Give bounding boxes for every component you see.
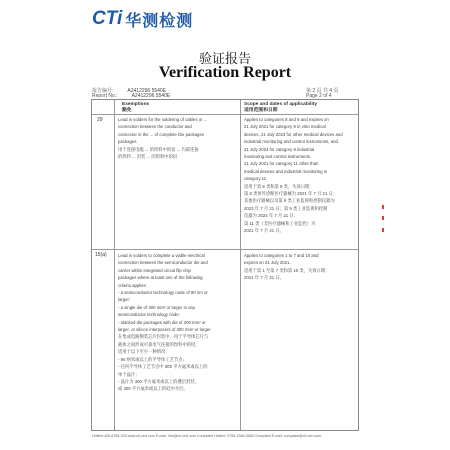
title-english: Verification Report: [158, 64, 292, 81]
exemption-cell: Lead in solders for the soldering of cables or ... connection between the conductor and connector in the ... of complete Die packages packages. 用于连接电缆 ... 的焊料中的铅 ... 内部连接 的焊料 ... 封装 ... 的焊料中的铅: [118, 117, 208, 160]
header-scope: Scope and dates of applicability 适用范围和日期: [244, 102, 318, 113]
margin-mark: [382, 228, 384, 232]
margin-mark: [382, 216, 384, 220]
company-logo: [92, 8, 193, 30]
logo-mark: CTi: [92, 8, 123, 29]
row-number: 15(a): [95, 252, 107, 258]
column-divider: [114, 100, 115, 430]
row-number: 29: [97, 117, 103, 123]
exemption-cell: Lead in solders to complete a viable electrical connection between the semiconductor die and carrier within integrated circuit flip chip packages where at least one of the following criteria applies: - a semiconductor technology node of 90 nm or larger; - a single die of 300 mm² or larger in any semiconductor technology node; - stacked die packages with die of 300 mm² or larger, or silicon interposers of 300 mm² or larger. 在集成电路倒装芯片封装中，用于半导体芯片与 载体之间形成可靠电气连接的焊料中的铅， 适用于以下至少一种情况： - 90 纳米或以上的半导体工艺节点； - 任何半导体工艺节点中 300 平方毫米或以上的 单个晶片； - 晶片为 300 平方毫米或以上的叠层封装， 或 300 平方毫米或以上的硅中介层。: [118, 253, 212, 392]
title-chinese: 验证报告: [198, 52, 251, 67]
header-exemptions: Exemptions 豁免: [122, 102, 150, 113]
report-number-cn: 报告编号: A2412296 5540E: [92, 88, 167, 94]
page-number-en: Page 2 of 4: [306, 93, 332, 99]
row-divider: [92, 249, 358, 250]
scope-cell: Applies to categories 1 to 7 and 10 and expires on 21 July 2021. 适用于第 1 至第 7 类和第 10 类，失效日期： 2021 年 7 月 21 日。: [244, 253, 330, 281]
page-number-cn: 第 2 页 共 4 页: [306, 88, 339, 94]
margin-mark: [382, 205, 384, 209]
logo-chinese-name: 华测检测: [125, 10, 194, 30]
report-number-en: Report No.: A2412296 5540E: [92, 93, 171, 99]
scope-cell: Applies to categories 8 and 9 and expires on 21 July 2021 for category 8 in vitro medical devices, 21 July 2023 for other medical devices and industrial monitoring and control instruments, and 21 July 2024 for category 9 industrial monitoring and control instruments. 21 July 2021 for category 11 other than medical devices and industrial monitoring in category 11 适用于第 8 类和第 9 类，失效日期： 第 8 类体外诊断医疗器械为 2021 年 7 月 21 日； 其他医疗器械以及第 9 类工业监视和控制仪器为 2023 年 7 月 21 日；第 9 类工业监视和控制 仪器为 2024 年 7 月 21 日； 第 11 类（非医疗器械和工业监控）为 2021 年 7 月 21 日。: [244, 117, 343, 234]
row-divider: [92, 114, 358, 115]
exemption-table: [91, 99, 359, 431]
footer-contact: Hotline:400-6788-333 www.cti-cert.com E-mail: info@cti-cert.com Complaint Hotline: 0755-3368 3666 Complaint E-mail: complaint@cti-cert.com: [92, 434, 322, 438]
column-divider: [240, 100, 241, 430]
